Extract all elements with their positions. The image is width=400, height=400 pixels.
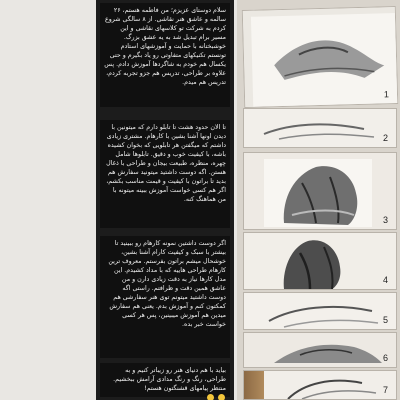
drawing-sketch-5 [244, 293, 397, 330]
closing-text: بیاید با هم دنیای هنر رو زیباتر کنیم و به طراحی، رنگ و رنگ مدادی آرامش ببخشیم. منتظر پیامهای قشنگتون هستم! [113, 367, 226, 392]
photo-1 [242, 6, 399, 108]
drawing-reclining-figure [243, 7, 398, 108]
samples-text: اگر دوست داشتین نمونه کارهام رو ببینید تا بیشتر با سبک و کیفیت کارام آشنا بشین، خوشحال میشم براتون بفرستم. معروف ترین کارهام طراحی هاییه که با مداد کشیدم. این مدل کارها نیاز به دقت زیادی دارن و من عاشق همین دقت و ظرافتم. راستی اگه دوست داشتید میتونم توی هنر سفارشی هم کمکتون کنم و آموزش بدم. یعنی هم سفارش میدین هم آموزش میبینین، پس هر کسی خواست خبر بده. [108, 240, 226, 328]
drawing-sketch-6 [244, 333, 397, 368]
photo-number-5: 5 [382, 315, 388, 325]
photo-number-4: 4 [382, 275, 388, 285]
photo-number-6: 6 [382, 353, 388, 363]
drawing-sketch-2 [244, 109, 397, 148]
photo-3 [243, 152, 397, 230]
sparkle-emoji-icon [207, 394, 214, 400]
intro-text: سلام دوستای عزیزم؛ من فاطمه هستم، ۲۶ سالمه و عاشق هنر نقاشی. از ۸ سالگی شروع کردم به شرکت تو کلاسهای نقاشی و این مسیر برام تبدیل شد به یه عشق بزرگ. خوشبختانه با حمایت و آموزشهای استادم تونستم تکنیکهای متفاوتی رو یاد بگیرم و حتی یکسال هم خودم به شاگردها آموزش دادم. پس علاوه بر طراحی، تدریس هم جزو تجربه کردم، تدریس هم میدم. [104, 7, 226, 86]
samples-text-block [100, 236, 230, 358]
drawing-sketch-7 [244, 371, 397, 400]
photo-number-1: 1 [383, 89, 390, 100]
photo-6 [243, 332, 397, 368]
photo-7 [243, 370, 397, 400]
text-column [96, 0, 234, 400]
photo-number-7: 7 [382, 385, 388, 395]
photo-number-3: 3 [382, 215, 388, 225]
artworks-text: تا الان حدود هشت تا تابلو دارم که میتونین با دیدن اونها آشنا بشین با کارهام. مشتری زیادی داشتم که میگفتن هر تابلویی که بخوان کشیده باشه، با کیفیت خوب و دقیق. تابلوها شامل چهره، منظره، طبیعت بیجان و طراحی با ذغال هستن. اگه دوست داشتید میتونید سفارش هم بدید تا براتون با کیفیت و قیمت مناسب بکشم، اگر هم کسی خواست آموزش ببینه میتونه با من هماهنگ کنه. [106, 124, 226, 203]
drawing-photo-strip [237, 0, 400, 400]
drawing-draped-figure [244, 153, 397, 230]
intro-text-block [100, 3, 230, 107]
photo-2 [243, 108, 397, 148]
photo-5 [243, 292, 397, 330]
drawing-seated-figure [244, 233, 397, 290]
artworks-text-block [100, 120, 230, 228]
photo-number-2: 2 [382, 133, 388, 143]
photo-4 [243, 232, 397, 290]
smile-emoji-icon [218, 394, 225, 400]
wood-edge [244, 371, 264, 399]
closing-text-block [100, 363, 230, 397]
